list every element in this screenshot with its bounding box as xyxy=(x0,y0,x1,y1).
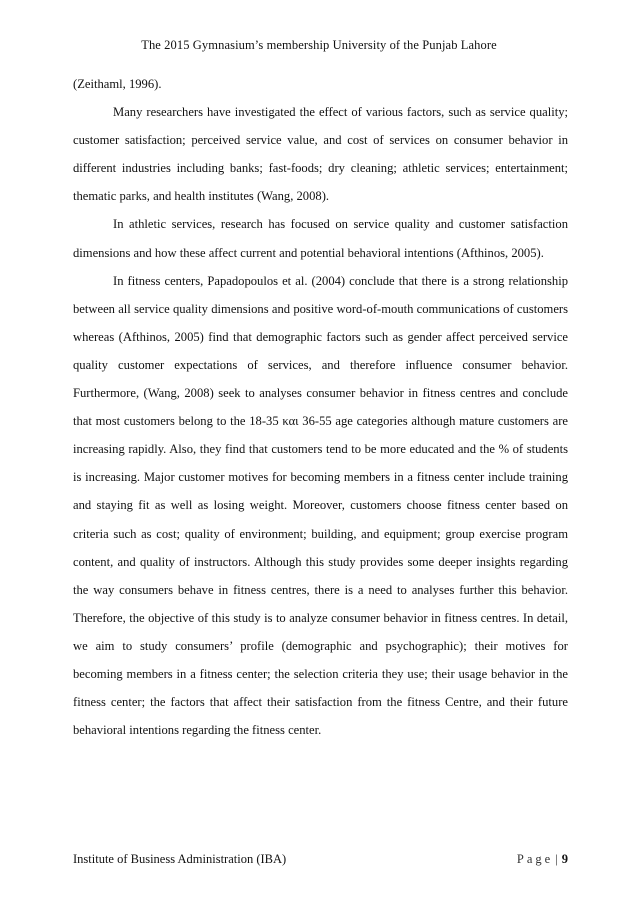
page-footer xyxy=(73,852,568,867)
footer-separator: | xyxy=(555,852,558,866)
paragraph-fitness-centers: In fitness centers, Papadopoulos et al. (2004) conclude that there is a strong relationship between all service quality dimensions and positive word-of-mouth communications of customers whereas (Afthinos, 2005) find that demographic factors such as gender affect perceived service quality customer expectations of services, and therefore influence consumer behavior. Furthermore, (Wang, 2008) seek to analyses consumer behavior in fitness centres and conclude that most customers belong to the 18-35 και 36-55 age categories although mature customers are increasing rapidly. Also, they find that customers tend to be more educated and the % of students is increasing. Major customer motives for becoming members in a fitness center include training and staying fit as well as losing weight. Moreover, customers choose fitness center based on criteria such as cost; quality of environment; building, and equipment; group exercise program content, and quality of instructors. Although this study provides some deeper insights regarding the way consumers behave in fitness centres, there is a need to analyses further this behavior. Therefore, the objective of this study is to analyze consumer behavior in fitness centres. In detail, we aim to study consumers’ profile (demographic and psychographic); their motives for becoming members in a fitness center; the selection criteria they use; their usage behavior in the fitness center; the factors that affect their satisfaction from the fitness Centre, and their future behavioral intentions regarding the fitness center. xyxy=(73,273,568,738)
paragraph-citation: (Zeithaml, 1996). xyxy=(73,77,162,91)
footer-page-label: Page xyxy=(516,852,554,866)
footer-page-info xyxy=(517,852,568,867)
body-text xyxy=(73,70,568,744)
paragraph-athletic-services: In athletic services, research has focused on service quality and customer satisfaction dimensions and how these affect current and potential behavioral intentions (Afthinos, 2005). xyxy=(73,217,568,260)
page-header: The 2015 Gymnasium’s membership University of the Punjab Lahore xyxy=(141,38,497,52)
footer-institution: Institute of Business Administration (IBA) xyxy=(73,852,287,866)
paragraph-research-factors: Many researchers have investigated the effect of various factors, such as service quality; customer satisfaction; perceived service value, and cost of services on consumer behavior in different industries including banks; fast-foods; dry cleaning; athletic services; entertainment; thematic parks, and health institutes (Wang, 2008). xyxy=(73,105,568,204)
footer-page-number: 9 xyxy=(561,852,568,866)
